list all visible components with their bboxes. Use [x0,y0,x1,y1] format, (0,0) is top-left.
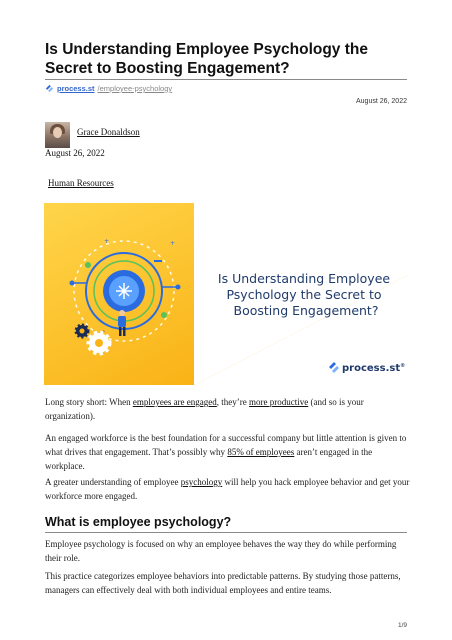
heading-divider [45,532,407,533]
brand-text: process.st [342,363,401,374]
brand-mark: ® [400,363,406,369]
svg-text:+: + [170,240,176,247]
link-psychology[interactable]: psychology [180,477,223,487]
source-host[interactable]: process.st [57,84,95,93]
page-number: 1/9 [397,622,407,629]
process-st-logo-icon [45,84,54,93]
hero-image [44,203,408,385]
paragraph-3: A greater understanding of employee psychology will help you hack employee behavior and get your workforce more engaged. [45,477,410,501]
source-path[interactable]: /employee-psychology [97,84,173,93]
author-link[interactable]: Grace Donaldson [77,127,140,137]
svg-text:Is Understanding Employee [218,271,394,318]
paragraph-2: An engaged workforce is the best foundation for a successful company but little attention is given to what drives that engagement. That’s possibly why 85% of employees aren’t engaged in the workplace. [45,433,407,471]
title-divider [45,79,407,80]
author-avatar [45,122,70,148]
paragraph-1: Long story short: When employees are engaged, they’re more productive (and so is your organization). [45,397,364,421]
link-85-percent[interactable]: 85% of employees [227,447,295,457]
gear-icon [89,333,109,353]
link-employees-engaged[interactable]: employees are engaged [132,397,217,407]
source-link[interactable] [45,84,172,93]
hero-headline-line-2: Psychology the Secret to [226,287,382,302]
author-date: August 26, 2022 [45,148,105,158]
hero-headline-line-1: Is Understanding Employee [217,271,391,286]
hero-headline-line-3: Boosting Engagement? [233,303,379,318]
category-link[interactable]: Human Resources [48,178,114,188]
link-more-productive[interactable]: more productive [249,397,309,407]
article-title: Is Understanding Employee Psychology the Secret to Boosting Engagement? [45,41,368,77]
published-date: August 26, 2022 [356,98,407,105]
paragraph-4: Employee psychology is focused on why an employee behaves the way they do while performing their role. [45,539,397,563]
small-gear-icon [76,325,88,337]
section-heading: What is employee psychology? [45,515,232,529]
svg-text:+: + [104,238,110,245]
svg-text:process.st® [342,363,405,374]
paragraph-5: This practice categorizes employee behaviors into predictable patterns. By studying those patterns, managers can effectively deal with both individual employees and entire teams. [45,571,401,595]
